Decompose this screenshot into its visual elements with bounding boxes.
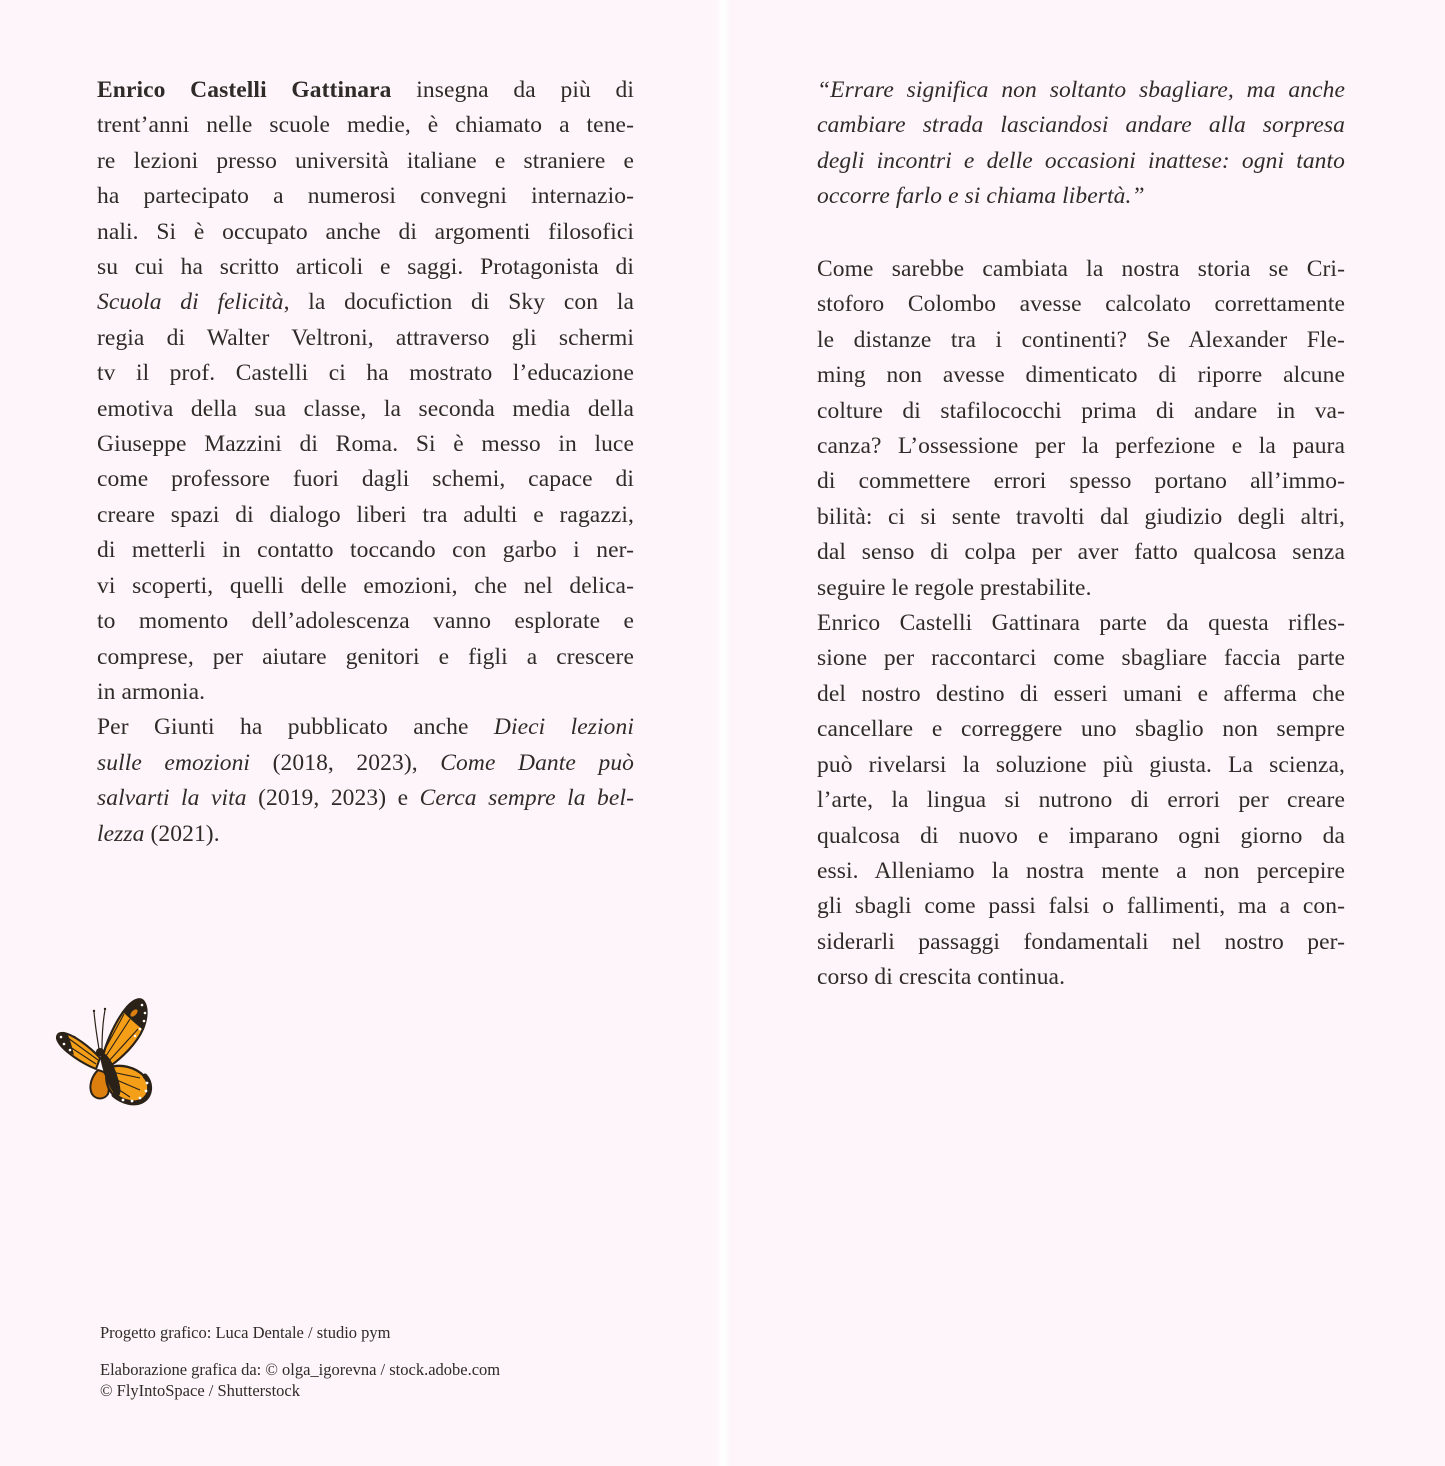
text-span: salvarti la vita: [97, 785, 247, 812]
text-span: lezza: [97, 820, 145, 847]
text-span: sione per raccontarci come sbagliare faccia parte: [817, 645, 1345, 672]
text-span: siderarli passaggi fondamentali nel nostro per-: [817, 928, 1345, 955]
text-span: vi scoperti, quelli delle emozioni, che nel delica-: [97, 572, 634, 599]
text-line: [97, 675, 634, 710]
text-line: [817, 748, 1345, 783]
text-span: occorre farlo e si chiama libertà.”: [817, 183, 1145, 210]
text-span: Giuseppe Mazzini di Roma. Si è messo in luce: [97, 431, 634, 458]
text-span: stoforo Colombo avesse calcolato correttamente: [817, 291, 1345, 318]
text-span: Dieci lezioni: [493, 714, 634, 741]
text-line: [817, 677, 1345, 712]
text-span: di metterli in contatto toccando con garbo i ner-: [97, 537, 634, 564]
text-line: [97, 817, 634, 852]
text-line: [817, 179, 1345, 214]
paragraph: [817, 252, 1345, 606]
monarch-butterfly-image: [50, 988, 170, 1114]
text-line: [817, 783, 1345, 818]
text-line: [817, 571, 1345, 606]
text-span: Come Dante può: [440, 749, 635, 776]
text-line: [817, 641, 1345, 676]
text-span: ha partecipato a numerosi convegni internazio-: [97, 183, 634, 210]
text-line: [97, 427, 634, 462]
text-span: Per Giunti ha pubblicato anche: [97, 714, 494, 741]
text-span: su cui ha scritto articoli e saggi. Protagonista di: [97, 254, 634, 281]
text-span: del nostro destino di esseri umani e afferma che: [817, 680, 1345, 707]
text-line: [817, 464, 1345, 499]
text-line: [97, 569, 634, 604]
text-line: [97, 215, 634, 250]
text-span: dal senso di colpa per aver fatto qualcosa senza: [817, 539, 1345, 566]
text-line: [97, 321, 634, 356]
text-span: le distanze tra i continenti? Se Alexander Fle-: [817, 326, 1345, 353]
text-line: [97, 144, 634, 179]
text-span: ming non avesse dimenticato di riporre alcune: [817, 362, 1345, 389]
text-span: qualcosa di nuovo e imparano ogni giorno da: [817, 822, 1345, 849]
text-line: [97, 604, 634, 639]
text-span: Scuola di felicità: [97, 289, 284, 316]
book-blurb: [817, 252, 1345, 996]
text-span: Enrico Castelli Gattinara: [97, 77, 392, 103]
text-span: Come sarebbe cambiata la nostra storia se Cri-: [817, 256, 1345, 282]
paragraph: [817, 73, 1345, 215]
text-span: degli incontri e delle occasioni inattese: ogni tanto: [817, 147, 1345, 174]
text-line: [97, 781, 634, 816]
text-span: gli sbagli come passi falsi o fallimenti, ma a con-: [817, 893, 1345, 920]
text-line: [817, 287, 1345, 322]
text-span: re lezioni presso università italiane e straniere e: [97, 147, 634, 174]
paragraph: [97, 73, 634, 710]
text-span: regia di Walter Veltroni, attraverso gli schermi: [97, 324, 634, 351]
text-line: [97, 533, 634, 568]
text-line: [817, 394, 1345, 429]
text-line: [817, 144, 1345, 179]
text-span: cambiare strada lasciandosi andare alla sorpresa: [817, 112, 1345, 139]
text-span: comprese, per aiutare genitori e figli a crescere: [97, 643, 634, 670]
text-line: [817, 358, 1345, 393]
text-line: [97, 462, 634, 497]
text-span: (2021).: [144, 820, 220, 847]
credits: [100, 1322, 640, 1402]
text-span: “Errare significa non soltanto sbagliare, ma anche: [817, 77, 1345, 103]
text-span: può rivelarsi la soluzione più giusta. La scienza,: [817, 751, 1345, 778]
text-line: [817, 925, 1345, 960]
text-line: [97, 285, 634, 320]
text-line: [97, 392, 634, 427]
text-line: [97, 710, 634, 745]
text-span: to momento dell’adolescenza vanno esplorate e: [97, 608, 634, 635]
text-line: [817, 500, 1345, 535]
text-line: [817, 252, 1345, 287]
credit-line-design: Progetto grafico: Luca Dentale / studio pym: [100, 1323, 391, 1342]
text-span: trent’anni nelle scuole medie, è chiamato a tene-: [97, 112, 634, 139]
text-span: Cerca sempre la bel-: [419, 785, 634, 812]
text-line: [97, 250, 634, 285]
credit-line-image-2: © FlyIntoSpace / Shutterstock: [100, 1381, 300, 1400]
text-line: [817, 889, 1345, 924]
text-span: sulle emozioni: [97, 749, 251, 776]
text-line: [97, 108, 634, 143]
text-span: di commettere errori spesso portano all’immo-: [817, 468, 1345, 495]
text-line: [817, 323, 1345, 358]
text-span: come professore fuori dagli schemi, capace di: [97, 466, 634, 493]
text-line: [817, 606, 1345, 641]
text-span: insegna da più di: [391, 77, 634, 103]
text-span: Enrico Castelli Gattinara parte da questa rifles-: [817, 610, 1345, 637]
pull-quote: [817, 73, 1345, 215]
text-span: nali. Si è occupato anche di argomenti filosofici: [97, 218, 634, 245]
text-span: bilità: ci si sente travolti dal giudizio degli altri,: [817, 503, 1345, 530]
paragraph: [817, 606, 1345, 995]
text-span: canza? L’ossessione per la perfezione e la paura: [817, 433, 1345, 460]
text-line: [817, 535, 1345, 570]
text-span: in armonia.: [97, 678, 206, 705]
text-span: corso di crescita continua.: [817, 964, 1066, 991]
center-fold-divider: [716, 0, 730, 1466]
text-line: [817, 819, 1345, 854]
text-span: tv il prof. Castelli ci ha mostrato l’educazione: [97, 360, 634, 387]
text-span: l’arte, la lingua si nutrono di errori per creare: [817, 787, 1345, 814]
text-span: cancellare e correggere uno sbaglio non sempre: [817, 716, 1345, 743]
text-span: colture di stafilococchi prima di andare in va-: [817, 397, 1345, 424]
text-line: [97, 498, 634, 533]
text-line: [97, 640, 634, 675]
credit-line-image-1: Elaborazione grafica da: © olga_igorevna / stock.adobe.com: [100, 1359, 501, 1379]
text-line: [817, 854, 1345, 889]
text-line: [817, 108, 1345, 143]
text-span: (2018, 2023),: [250, 749, 441, 776]
text-line: [97, 73, 634, 108]
text-line: [97, 746, 634, 781]
text-span: essi. Alleniamo la nostra mente a non percepire: [817, 857, 1345, 884]
text-span: seguire le regole prestabilite.: [817, 574, 1092, 601]
text-line: [817, 429, 1345, 464]
text-span: , la docufiction di Sky con la: [283, 289, 634, 316]
paragraph: [97, 710, 634, 852]
text-span: (2019, 2023) e: [246, 785, 420, 812]
text-line: [817, 73, 1345, 108]
text-line: [97, 179, 634, 214]
text-line: [817, 712, 1345, 747]
text-span: creare spazi di dialogo liberi tra adulti e ragazzi,: [97, 501, 634, 528]
text-span: emotiva della sua classe, la seconda media della: [97, 395, 634, 422]
author-bio: [97, 73, 634, 852]
text-line: [97, 356, 634, 391]
text-line: [817, 960, 1345, 995]
